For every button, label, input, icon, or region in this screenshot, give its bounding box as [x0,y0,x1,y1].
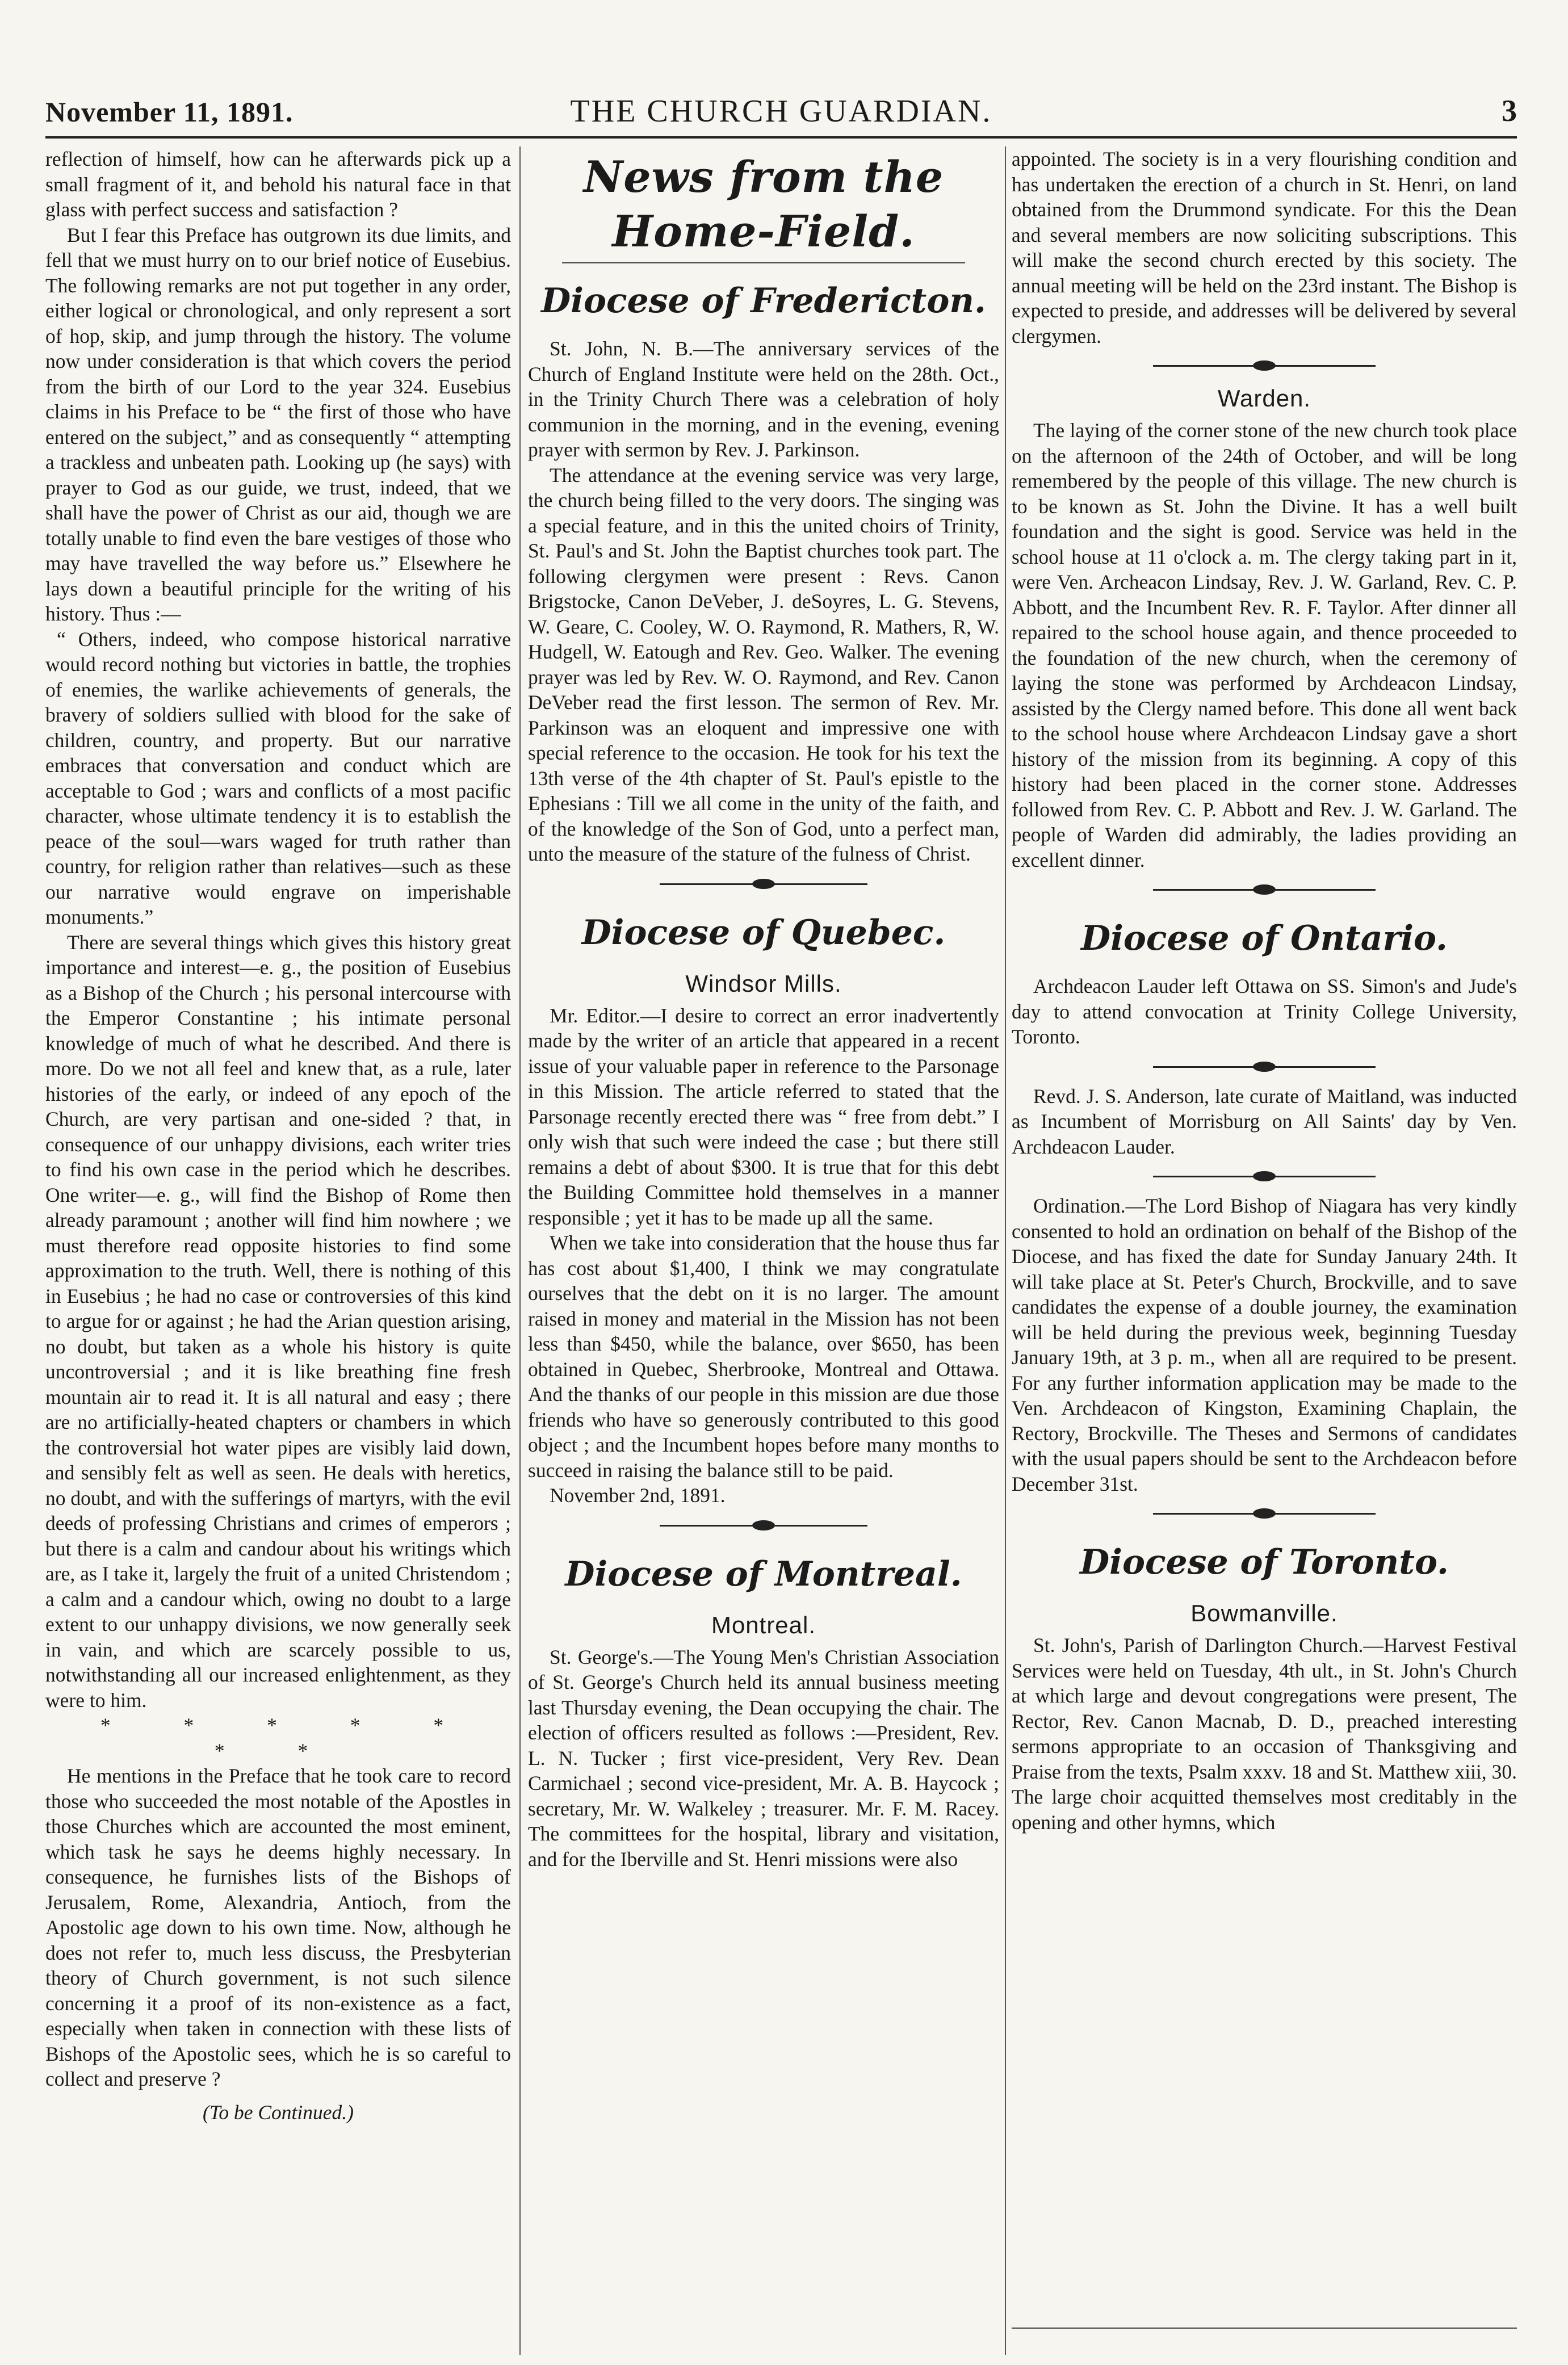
ornament-divider [1012,1165,1517,1188]
article-paragraph: Mr. Editor.—I desire to correct an error inadvertently made by the writer of an article that appeared in a recent issue of your valuable paper in reference to the Parsonage in this Mission. The article referred to stated that the Parsonage recently erected there was “ free from debt.” I only wish that such were indeed the case ; but there still remains a debt of about $300. It is true that for this debt the Building Committee hold themselves in a manner responsible ; yet it has to be made up all the same. [528,1004,999,1229]
column-left [45,146,511,2125]
column-middle [528,146,999,1872]
article-paragraph: Ordination.—The Lord Bishop of Niagara has very kindly consented to hold an ordination on behalf of the Bishop of the Diocese, and has fixed the date for Sunday January 24th. It will take place at St. Peter's Church, Brockville, and to save candidates the expense of a double journey, the examination will be held during the previous week, beginning Tuesday January 19th, at 3 p. m., when all are required to be present. For any further information application may be made to the Ven. Archdeacon of Kingston, Examining Chaplain, the Rectory, Brockville. The Theses and Sermons of candidates with the usual papers should be sent to the Archdeacon before December 31st. [1012,1194,1517,1495]
article-paragraph: Archdeacon Lauder left Ottawa on SS. Simon's and Jude's day to attend convocation at Trinity College University, Toronto. [1012,975,1517,1048]
article-paragraph: When we take into consideration that the house thus far has cost about $1,400, I think we may congratulate ourselves that the debt on it is no larger. The amount raised in money and material in the Mission has not been less than $450, while the balance, over $650, has been obtained in Quebec, Sherbrooke, Montreal and Ottawa. And the thanks of our people in this mission are due those friends who have so generously contributed to this good object ; and the Incumbent hopes before many months to succeed in raising the balance still to be paid. [528,1231,999,1482]
place-subheading: Windsor Mills. [685,970,842,997]
article-paragraph: The attendance at the evening service was very large, the church being filled to the very doors. The singing was a special feature, and in this the united choirs of Trinity, St. Paul's and St. John the Baptist churches took part. The following clergymen were present : Revs. Canon Brigstocke, Canon DeVeber, J. deSoyres, L. G. Stevens, W. Geare, C. Cooley, W. O. Raymond, R. Mathers, R, W. Hudgell, W. Eatough and Rev. Geo. Walker. The evening prayer was led by Rev. W. O. Raymond, and Rev. Canon DeVeber read the first lesson. The sermon of Rev. Mr. Parkinson was an eloquent and impressive one with special reference to the occasion. He took for his text the 13th verse of the 4th chapter of St. Paul's epistle to the Ephesians : Till we all come in the unity of the faith, and of the knowledge of the Son of God, unto a perfect man, unto the measure of the stature of the fulness of Christ. [528,463,999,865]
divider [562,262,965,263]
section-masthead: News from the Home-Field. [583,152,944,257]
issue-date: November 11, 1891. [45,96,294,128]
diocese-heading-toronto: Diocese of Toronto. [1080,1542,1449,1582]
place-subheading: Warden. [1217,385,1311,412]
article-paragraph: St. John, N. B.—The anniversary services of the Church of England Institute were held on the 28th. Oct., in the Trinity Church There was a celebration of holy communion in the morning, and in the evening, evening prayer with sermon by Rev. J. Parkinson. [528,337,999,461]
continued-note: (To be Continued.) [203,2100,354,2124]
diocese-heading-quebec: Diocese of Quebec. [581,912,946,953]
article-paragraph: St. John's, Parish of Darlington Church.—Harvest Festival Services were held on Tuesday, 4th ult., in St. John's Church at which large and devout congregations were present, The Rector, Rev. Canon Macnab, D. D., preached interesting sermons appropriate to an occasion of Thanksgiving and Praise from the texts, Psalm xxxv. 18 and St. Matthew xiii, 30. The large choir acquitted themselves most creditably in the opening and other hymns, which [1012,1634,1517,1834]
section-stars: * * * * * * * [100,1714,478,1762]
diocese-heading-fredericton: Diocese of Fredericton. [541,281,986,321]
footer-rule [1012,2328,1517,2329]
article-paragraph: The laying of the corner stone of the new church took place on the afternoon of the 24th of October, and will be long remembered by the people of this village. The new church is to be known as St. John the Divine. It has a well built foundation and the sight is good. Service was held in the school house at 11 o'clock a. m. The clergy taking part in it, were Ven. Archeacon Lindsay, Rev. J. W. Garland, Rev. C. P. Abbott, and the Incumbent Rev. R. F. Taylor. After dinner all repaired to the school house again, and thence proceeded to the foundation of the new church, when the ceremony of laying the stone was performed by Archdeacon Lindsay, assisted by the Clergy named before. This done all went back to the school house where Archdeacon Lindsay gave a short history of the mission from its beginning. A copy of this history had been placed in the corner stone. Addresses followed from Rev. C. P. Abbott and Rev. J. W. Garland. The people of Warden did admirably, the ladies providing an excellent dinner. [1012,419,1517,871]
article-paragraph: reflection of himself, how can he afterwards pick up a small fragment of it, and behold his natural face in that glass with perfect success and satisfaction ? [45,148,511,221]
article-paragraph: He mentions in the Preface that he took care to record those who succeeded the most notable of the Apostles in those Churches which are accounted the most eminent, which task he says he deems highly necessary. In consequence, he furnishes lists of the Bishops of Jerusalem, Rome, Alexandria, Antioch, from the Apostolic age down to his own time. Now, although he does not refer to, much less discuss, the Presbyterian theory of Church government, is not such silence concerning it a proof of its non-existence as a fact, especially when taken in connection with these lists of Bishops of the Apostolic sees, which he is so careful to collect and preserve ? [45,1764,511,2090]
column-right [1012,146,1517,1835]
place-subheading: Montreal. [711,1611,816,1638]
ornament-divider [1012,1502,1517,1525]
column-rule [1005,146,1006,2355]
page-header [45,91,1517,139]
letter-date: November 2nd, 1891. [550,1484,726,1507]
ornament-divider [1012,1055,1517,1078]
diocese-heading-montreal: Diocese of Montreal. [565,1554,962,1594]
ornament-divider [528,873,999,895]
ornament-divider [1012,354,1517,377]
article-paragraph: St. George's.—The Young Men's Christian Association of St. George's Church held its annual business meeting last Thursday evening, the Dean occupying the chair. The election of officers resulted as follows :—President, Rev. L. N. Tucker ; first vice-president, Very Rev. Dean Carmichael ; second vice-president, Mr. A. B. Haycock ; secretary, Mr. W. Walkeley ; treasurer. Mr. F. M. Racey. The committees for the hospital, library and visitation, and for the Iberville and St. Henri missions were also [528,1645,999,1871]
page-number: 3 [1502,94,1517,128]
newspaper-title: THE CHURCH GUARDIAN. [570,94,992,129]
article-paragraph: But I fear this Preface has outgrown its due limits, and fell that we must hurry on to our brief notice of Eusebius. The following remarks are not put together in any order, either logical or chronological, and only represent a sort of hop, skip, and jump through the history. The volume now under consideration is that which covers the period from the birth of our Lord to the year 324. Eusebius claims in his Preface to be “ the first of those who have entered on the subject,” and as consequently “ attempting a trackless and unbeaten path. Looking up (he says) with prayer to God as our guide, we trust, indeed, that we shall have the power of Christ as our aid, though we are totally unable to find even the bare vestiges of those who may have travelled the way before us.” Elsewhere he lays down a beautiful principle for the writing of his history. Thus :— [45,223,511,625]
article-paragraph: appointed. The society is in a very flourishing condition and has undertaken the erection of a church in St. Henri, on land obtained from the Drummond syndicate. For this the Dean and several members are now soliciting subscriptions. This will make the second church erected by this society. The annual meeting will be held on the 23rd instant. The Bishop is expected to preside, and addresses will be delivered by several clergymen. [1012,148,1517,347]
column-rule [519,146,521,2355]
diocese-heading-ontario: Diocese of Ontario. [1081,919,1448,958]
article-quote: “ Others, indeed, who compose historical narrative would record nothing but victories in battle, the trophies of enemies, the warlike achievements of generals, the bravery of soldiers sullied with blood for the sake of children, country, and property. But our narrative embraces that conversation and conduct which are acceptable to God ; wars and conflicts of a most pacific character, whose ultimate tendency it is to establish the peace of the soul—wars waged for truth rather than country, for religion rather than relatives—such as these our narrative would engrave on imperishable monuments.” [45,627,511,928]
article-paragraph: Revd. J. S. Anderson, late curate of Maitland, was inducted as Incumbent of Morrisburg on All Saints' day by Ven. Archdeacon Lauder. [1012,1084,1517,1158]
article-paragraph: There are several things which gives this history great importance and interest—e. g., the position of Eusebius as a Bishop of the Church ; his personal intercourse with the Emperor Constantine ; his intimate personal knowledge of much of what he described. And there is more. Do we not all feel and knew that, as a rule, later histories of the early, or indeed of any epoch of the Church, are very partisan and one-sided ? that, in consequence of our unhappy divisions, each writer tries to find his own case in the period which he describes. One writer—e. g., will find the Bishop of Rome then already paramount ; another will find him nowhere ; we must therefore read opposite histories to find some approximation to the truth. Well, there is nothing of this in Eusebius ; he had no case or controversies of this kind to argue for or against ; he had the Arian question arising, no doubt, but taken as a whole his history is quite uncontroversial ; and it is like breathing fine fresh mountain air to read it. It is all natural and easy ; there are no artificially-heated chapters or chambers in which the controversial hot water pipes are visibly laid down, and sensibly felt as well as seen. He deals with heretics, no doubt, and with the sufferings of martyrs, with the evil deeds of professing Christians and crimes of emperors ; but there is a calm and candour about his writings which are, as I take it, largely the fruit of a united Christendom ; a calm and a candour which, owing no doubt to a large extent to our unhappy divisions, we now generally seek in vain, and which are scarcely possible to us, notwithstanding all our increased enlightenment, as they were to him. [45,930,511,1712]
place-subheading: Bowmanville. [1190,1600,1338,1626]
ornament-divider [528,1514,999,1537]
ornament-divider [1012,878,1517,901]
